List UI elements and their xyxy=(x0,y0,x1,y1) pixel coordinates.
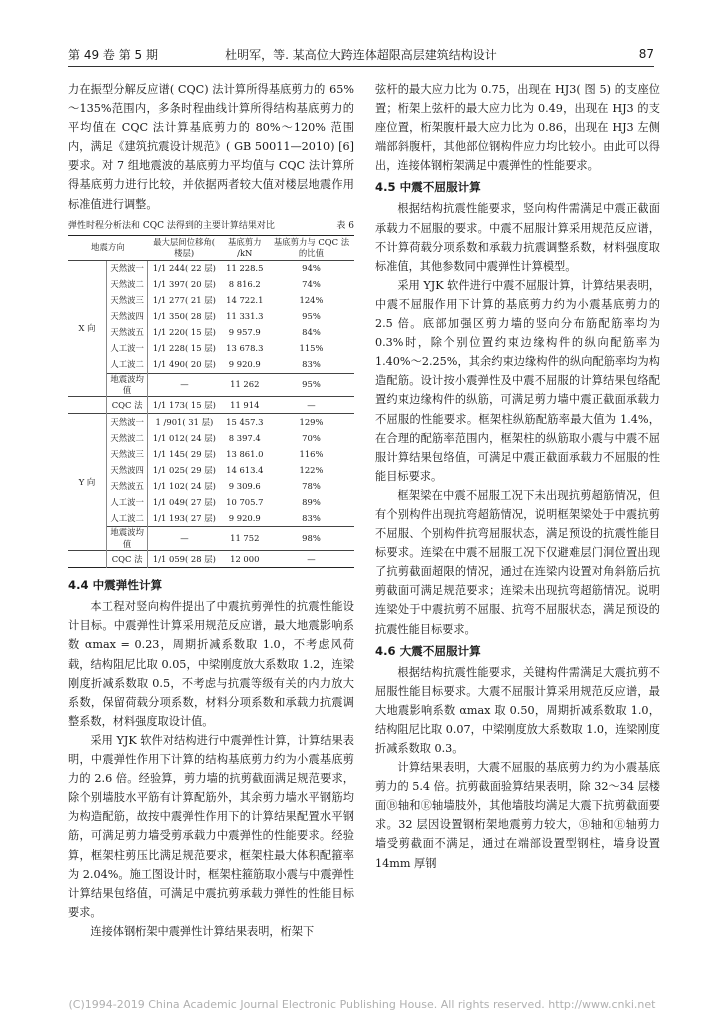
direction-label: Y 向 xyxy=(68,414,107,551)
running-header xyxy=(68,42,654,67)
shear-value: 12 000 xyxy=(221,551,269,568)
table-row xyxy=(68,462,354,478)
shear-value: 11 228.5 xyxy=(226,262,264,273)
table-row xyxy=(68,309,354,325)
ratio-value: — xyxy=(269,551,354,568)
running-title: 杜明军，等. 某高位大跨连体超限高层建筑结构设计 xyxy=(225,47,497,62)
shear-value: 14 613.4 xyxy=(226,464,264,475)
wave-name: 天然波五 xyxy=(107,478,148,494)
drift-value: 1/1 102( 24 层) xyxy=(152,480,216,491)
table-row-cqc xyxy=(68,397,354,414)
th-ratio: 基底剪力与 CQC 法的比值 xyxy=(269,235,354,260)
intro-paragraph: 力在振型分解反应谱( CQC) 法计算所得基底剪力的 65%～135%范围内，多条时程曲线计算所得结构基底剪力的平均值在 CQC 法计算基底剪力的 80%～120% 范围内，满足《建筑抗震设计规范》( GB 50011—2010) [6] 要求。对 7 组地震波的基底剪力平均值与 CQC 法计算所得基底剪力进行比较，并依据两者较大值对楼层地震作用标准值进行调整。 xyxy=(68,83,354,211)
ratio-value: 94% xyxy=(302,262,321,273)
wave-name: 天然波五 xyxy=(107,325,148,341)
shear-value: 10 705.7 xyxy=(226,496,264,507)
drift-value: 1/1 145( 29 层) xyxy=(152,448,216,459)
section-4-5-paragraph-1: 根据结构抗震性能要求，竖向构件需满足中震正截面承载力不屈服的要求。中震不屈服计算采用规范反应谱，不计算荷载分项系数和承载力抗震调整系数，材料强度取标准值，其他参数同中震弹性计算模型。 xyxy=(375,202,660,273)
drift-value: 1/1 397( 20 层) xyxy=(152,278,216,289)
wave-name: CQC 法 xyxy=(107,397,148,414)
results-table xyxy=(68,235,354,569)
ratio-value: 124% xyxy=(299,294,324,305)
wave-name: 天然波一 xyxy=(107,414,148,431)
drift-value: 1/1 025( 29 层) xyxy=(152,464,216,475)
wave-name: 天然波二 xyxy=(107,430,148,446)
drift-value: 1/1 490( 20 层) xyxy=(152,358,216,369)
shear-value: 8 397.4 xyxy=(228,432,261,443)
ratio-value: 116% xyxy=(299,448,324,459)
shear-value: 14 722.1 xyxy=(226,294,264,305)
table-row xyxy=(68,341,354,357)
drift-value: 1/1 012( 24 层) xyxy=(152,432,216,443)
table-caption xyxy=(68,220,354,233)
shear-value: 9 920.9 xyxy=(228,512,261,523)
th-shear: 基底剪力 /kN xyxy=(221,235,269,260)
left-column xyxy=(68,80,354,941)
section-4-4-title: 4.4 中震弹性计算 xyxy=(68,578,163,593)
th-case: 地震方向 xyxy=(68,235,148,260)
direction-label: X 向 xyxy=(78,322,96,333)
section-4-4-paragraph-1: 本工程对竖向构件提出了中震抗剪弹性的抗震性能设计目标。中震弹性计算采用规范反应谱，最大地震影响系数 αmax = 0.23，周期折减系数取 1.0，不考虑风荷载，结构阻尼比取 0.05，中梁刚度放大系数取 1.2，连梁刚度折减系数取 0.5，不考虑与抗震等级有关的内力放大系数，保留荷载分项系数，材料分项系数和承载力抗震调整系数，材料强度取设计值。 xyxy=(68,600,354,728)
drift-value: 1/1 059( 28 层) xyxy=(148,551,221,568)
shear-value: 11 262 xyxy=(221,373,269,397)
wave-name: 人工波二 xyxy=(107,357,148,374)
wave-name: 人工波一 xyxy=(107,341,148,357)
table-row-cqc xyxy=(68,551,354,568)
table-caption-text: 弹性时程分析法和 CQC 法得到的主要计算结果对比 xyxy=(68,220,275,231)
table-row xyxy=(68,260,354,277)
drift-value: — xyxy=(148,527,221,551)
ratio-value: 84% xyxy=(302,326,321,337)
ratio-value: 70% xyxy=(302,432,321,443)
table-row xyxy=(68,510,354,527)
shear-value: 9 309.6 xyxy=(228,480,261,491)
wave-name: 天然波二 xyxy=(107,277,148,293)
section-4-6-paragraph-1: 根据结构抗震性能要求，关键构件需满足大震抗剪不屈服性能目标要求。大震不屈服计算采用规范反应谱，最大地震影响系数 αmax 取 0.50，周期折减系数取 1.0，结构阻尼比取 0.07，中梁刚度放大系数取 1.0，连梁刚度折减系数取 0.3。 xyxy=(375,665,660,755)
drift-value: 1/1 193( 27 层) xyxy=(152,512,216,523)
continued-paragraph: 弦杆的最大应力比为 0.75，出现在 HJ3( 图 5) 的支座位置；桁架上弦杆的最大应力比为 0.49，出现在 HJ3 的支座位置，桁架腹杆最大应力比为 0.86，出现在 HJ3 左侧端部斜腹杆，其他部位钢构件应力均比较小。由此可以得出，连接体钢桁架满足中震弹性的性能要求。 xyxy=(375,83,660,173)
drift-value: 1/1 173( 15 层) xyxy=(148,397,221,414)
drift-value: 1/1 049( 27 层) xyxy=(152,496,216,507)
table-row xyxy=(68,325,354,341)
blank-cell xyxy=(68,551,107,568)
wave-name: 天然波四 xyxy=(107,462,148,478)
table-row-average xyxy=(68,373,354,397)
drift-value: 1/1 244( 22 层) xyxy=(152,262,216,273)
table-row xyxy=(68,446,354,462)
ratio-value: 74% xyxy=(302,278,321,289)
shear-value: 13 678.3 xyxy=(226,342,264,353)
blank-cell xyxy=(68,397,107,414)
drift-value: 1/1 220( 15 层) xyxy=(152,326,216,337)
ratio-value: 98% xyxy=(269,527,354,551)
th-drift: 最大层间位移角( 楼层) xyxy=(148,235,221,260)
shear-value: 11 331.3 xyxy=(226,310,264,321)
shear-value: 11 752 xyxy=(221,527,269,551)
wave-name: 天然波一 xyxy=(107,260,148,277)
wave-name: 地震波均值 xyxy=(107,527,148,551)
page-number: 87 xyxy=(638,47,654,61)
ratio-value: 83% xyxy=(302,512,321,523)
shear-value: 13 861.0 xyxy=(226,448,264,459)
shear-value: 15 457.3 xyxy=(221,414,269,431)
ratio-value: 115% xyxy=(299,342,324,353)
wave-name: CQC 法 xyxy=(107,551,148,568)
table-row-average xyxy=(68,527,354,551)
table-number: 表 6 xyxy=(336,220,354,231)
ratio-value: 129% xyxy=(269,414,354,431)
section-4-6-title: 4.6 大震不屈服计算 xyxy=(375,643,481,658)
copyright-footer: (C)1994-2019 China Academic Journal Electronic Publishing House. All rights reserved. http://www.cnki.net xyxy=(68,998,656,1011)
wave-name: 天然波三 xyxy=(107,293,148,309)
wave-name: 天然波四 xyxy=(107,309,148,325)
shear-value: 9 957.9 xyxy=(228,326,261,337)
table-row xyxy=(68,277,354,293)
table-row xyxy=(68,494,354,510)
section-4-5-paragraph-3: 框架梁在中震不屈服工况下未出现抗剪超筋情况，但有个别构件出现抗弯超筋情况，说明框架梁处于中震抗剪不屈服、个别构件抗弯屈服状态，满足预设的抗震性能目标要求。连梁在中震不屈服工况下仅避难层门洞位置出现了抗剪截面超限的情况，通过在连梁内设置对角斜筋后抗剪截面可满足规范要求；连梁未出现抗弯超筋情况。说明连梁处于中震抗剪不屈服、抗弯不屈服状态，满足预设的抗震性能目标要求。 xyxy=(375,488,660,636)
table-row xyxy=(68,293,354,309)
table-row xyxy=(68,414,354,431)
ratio-value: 78% xyxy=(302,480,321,491)
journal-volume: 第 49 卷 第 5 期 xyxy=(68,47,158,62)
section-4-5-title: 4.5 中震不屈服计算 xyxy=(375,180,481,195)
section-4-4-paragraph-3: 连接体钢桁架中震弹性计算结果表明，桁架下 xyxy=(90,924,315,938)
wave-name: 人工波一 xyxy=(107,494,148,510)
wave-name: 人工波二 xyxy=(107,510,148,527)
ratio-value: 83% xyxy=(302,358,321,369)
shear-value: 8 816.2 xyxy=(228,278,261,289)
section-4-6-paragraph-2: 计算结果表明，大震不屈服的基底剪力约为小震基底剪力的 5.4 倍。抗剪截面验算结果表明，除 32～34 层楼面Ⓑ轴和Ⓔ轴墙肢外，其他墙肢均满足大震下抗剪截面要求。32 层因设置钢桁架地震剪力较大，Ⓑ轴和Ⓔ轴剪力墙受剪截面不满足，通过在端部设置型钢柱，墙身设置 14mm 厚钢 xyxy=(375,761,660,870)
ratio-value: 95% xyxy=(302,310,321,321)
drift-value: 1 /901( 31 层) xyxy=(148,414,221,431)
table-row xyxy=(68,430,354,446)
wave-name: 天然波三 xyxy=(107,446,148,462)
right-column xyxy=(375,80,660,873)
section-4-5-paragraph-2: 采用 YJK 软件进行中震不屈服计算，计算结果表明，中震不屈服作用下计算的基底剪力约为小震基底剪力的 2.5 倍。底部加强区剪力墙的竖向分布筋配筋率均为 0.3%时，除个别位置约束边缘构件的纵向配筋率为 1.40%～2.25%，其余约束边缘构件的纵向配筋率均为构造配筋。设计按小震弹性及中震不屈服的计算结果包络配置约束边缘构件的纵筋，可满足剪力墙中震正截面承载力不屈服的性能要求。框架柱纵筋配筋率最大值为 1.4%，在合理的配筋率范围内，框架柱的纵筋取小震与中震不屈服计算结果包络值，可满足中震正截面承载力不屈服的性能目标要求。 xyxy=(375,278,660,483)
table-row xyxy=(68,478,354,494)
drift-value: 1/1 228( 15 层) xyxy=(152,342,216,353)
drift-value: 1/1 350( 28 层) xyxy=(152,310,216,321)
shear-value: 9 920.9 xyxy=(228,358,261,369)
ratio-value: — xyxy=(269,397,354,414)
table-row xyxy=(68,357,354,374)
drift-value: 1/1 277( 21 层) xyxy=(152,294,216,305)
ratio-value: 89% xyxy=(302,496,321,507)
drift-value: — xyxy=(148,373,221,397)
ratio-value: 95% xyxy=(269,373,354,397)
ratio-value: 122% xyxy=(299,464,324,475)
wave-name: 地震波均值 xyxy=(107,373,148,397)
section-4-4-paragraph-2: 采用 YJK 软件对结构进行中震弹性计算，计算结果表明，中震弹性作用下计算的结构基底剪力约为小震基底剪力的 2.6 倍。经验算，剪力墙的抗剪截面满足规范要求，除个别墙肢水平筋有计算配筋外，其余剪力墙水平钢筋均为构造配筋，故按中震弹性作用下的计算结果配置水平钢筋，可满足剪力墙受剪承载力中震弹性的性能要求。经验算，框架柱剪压比满足规范要求，框架柱最大体积配箍率为 2.04%。施工图设计时，框架柱箍筋取小震与中震弹性计算结果包络值，可满足中震抗剪承载力弹性的性能目标要求。 xyxy=(68,733,354,919)
shear-value: 11 914 xyxy=(221,397,269,414)
